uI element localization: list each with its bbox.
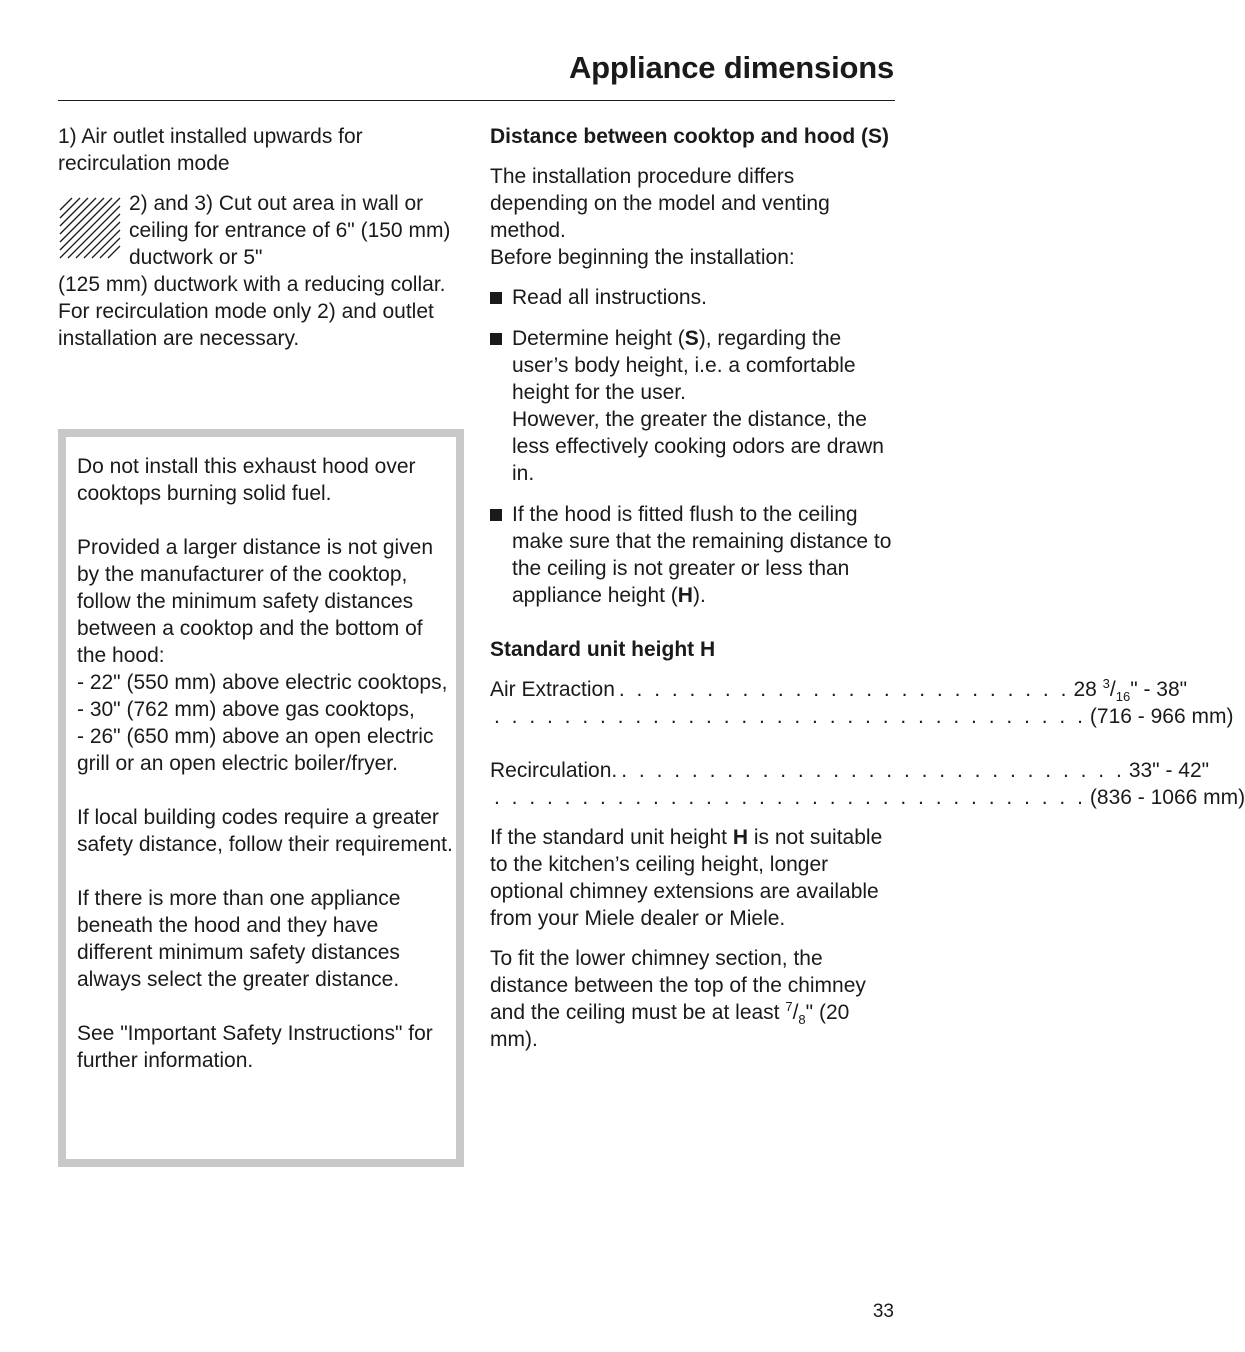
air-outlet-note: 1) Air outlet installed upwards for recirculation mode xyxy=(58,125,363,175)
list-item-text: Determine height (S), regarding the user’s body height, i.e. a comfortable height for the user. xyxy=(512,327,856,404)
chimney-note: To fit the lower chimney section, the distance between the top of the chimney and the ceiling must be at least $^7/_8$" (20 mm). xyxy=(490,947,866,1051)
left-column xyxy=(58,123,463,352)
leader-dots: . . . . . . . . . . . . . . . . . . . . . . . . . . . . . . . . . . xyxy=(494,705,1086,728)
page-title: Appliance dimensions xyxy=(568,50,894,85)
warning-see-instructions: See "Important Safety Instructions" for further information. xyxy=(77,1022,433,1072)
air-extraction-inches: 28 $^3/_{16}$" - 38" xyxy=(1073,676,1188,705)
leader-dots: . . . . . . . . . . . . . . . . . . . . . . . . . . . . . xyxy=(621,759,1125,782)
list-item-text: However, the greater the distance, the less effectively cooking odors are drawn in. xyxy=(512,408,884,485)
unit-height-heading: Standard unit height H xyxy=(490,638,716,661)
title-divider xyxy=(58,100,895,101)
warning-gas: - 30" (762 mm) above gas cooktops, xyxy=(77,698,415,721)
recirculation-label: Recirculation. xyxy=(490,759,618,782)
list-item xyxy=(490,325,896,487)
recirculation-mm: (836 - 1066 mm) xyxy=(1089,786,1245,809)
air-extraction-spec xyxy=(490,676,1234,730)
list-item xyxy=(490,284,896,311)
instruction-list xyxy=(490,284,896,609)
list-item-text: If the hood is fitted flush to the ceiling make sure that the remaining distance to the ceiling is not greater or less than appliance height (H). xyxy=(512,503,892,607)
recirculation-note: For recirculation mode only 2) and outlet installation are necessary. xyxy=(58,300,434,350)
leader-dots: . . . . . . . . . . . . . . . . . . . . . . . . . . . . . . . . . . xyxy=(494,786,1086,809)
warning-building-codes: If local building codes require a greater safety distance, follow their requirement. xyxy=(77,806,453,856)
cutout-text: 2) and 3) Cut out area in wall or ceiling for entrance of 6" (150 mm) ductwork or 5" xyxy=(129,192,451,269)
warning-solid-fuel: Do not install this exhaust hood over cooktops burning solid fuel. xyxy=(77,455,416,505)
bullet-icon xyxy=(490,292,502,304)
ductwork-text: (125 mm) ductwork with a reducing collar. xyxy=(58,273,446,296)
warning-multiple-appliances: If there is more than one appliance beneath the hood and they have different minimum safety distances always select the greater distance. xyxy=(77,887,401,991)
hatched-area-icon xyxy=(58,196,120,258)
warning-grill: - 26" (650 mm) above an open electric grill or an open electric boiler/fryer. xyxy=(77,725,434,775)
before-beginning-text: Before beginning the installation: xyxy=(490,246,795,269)
leader-dots: . . . . . . . . . . . . . . . . . . . . . . . . . . xyxy=(618,678,1070,701)
bullet-icon xyxy=(490,509,502,521)
procedure-text: The installation procedure differs depending on the model and venting method. xyxy=(490,165,830,242)
recirculation-spec xyxy=(490,757,1245,811)
recirculation-inches: 33" - 42" xyxy=(1128,759,1210,782)
cutout-note xyxy=(58,190,463,271)
right-column xyxy=(490,123,1245,1053)
unit-height-note: If the standard unit height H is not suitable to the kitchen’s ceiling height, longer optional chimney extensions are available from your Miele dealer or Miele. xyxy=(490,826,883,930)
list-item xyxy=(490,501,896,609)
warning-electric: - 22" (550 mm) above electric cooktops, xyxy=(77,671,448,694)
safety-warning-box xyxy=(58,429,464,1167)
air-extraction-label: Air Extraction xyxy=(490,678,615,701)
page-number: 33 xyxy=(872,1301,894,1322)
warning-distance-intro: Provided a larger distance is not given by the manufacturer of the cooktop, follow the minimum safety distances between a cooktop and the bottom of the hood: xyxy=(77,536,434,667)
air-extraction-mm: (716 - 966 mm) xyxy=(1089,705,1234,728)
distance-heading: Distance between cooktop and hood (S) xyxy=(490,125,890,148)
bullet-icon xyxy=(490,333,502,345)
list-item-text: Read all instructions. xyxy=(512,286,707,309)
